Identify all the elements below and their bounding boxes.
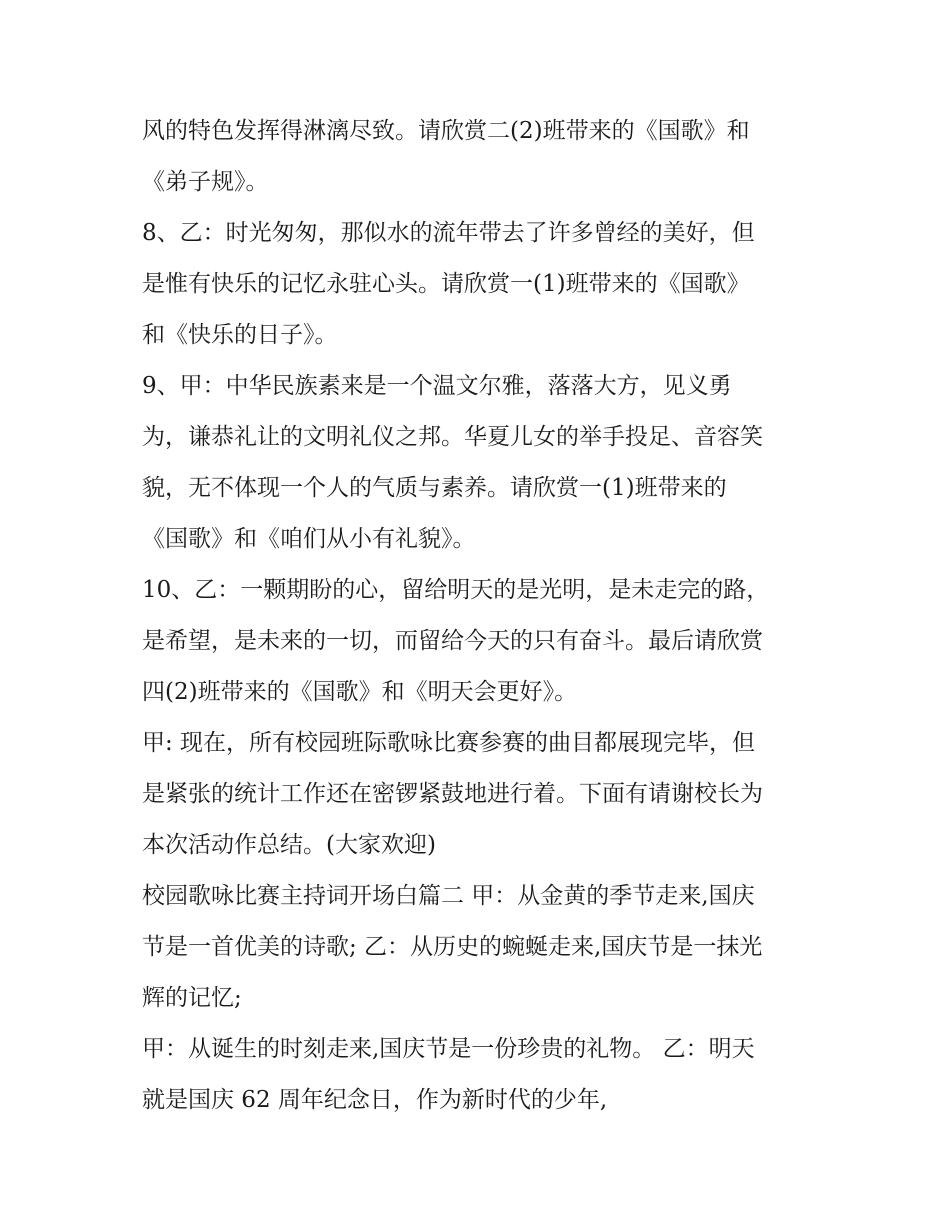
text-line: 是希望，是未来的一切，而留给今天的只有奋斗。最后请欣赏 <box>142 628 763 654</box>
text-line: 《弟子规》。 <box>142 169 269 195</box>
text-line: 《国歌》和《咱们从小有礼貌》。 <box>142 526 476 552</box>
text-line: 节是一首优美的诗歌; 乙：从历史的蜿蜒走来,国庆节是一抹光 <box>142 934 763 960</box>
text-line: 校园歌咏比赛主持词开场白篇二 甲：从金黄的季节走来,国庆 <box>142 883 755 909</box>
text-line: 是惟有快乐的记忆永驻心头。请欣赏一(1)班带来的《国歌》 <box>142 271 750 297</box>
text-line: 四(2)班带来的《国歌》和《明天会更好》。 <box>142 679 578 705</box>
text-line: 和《快乐的日子》。 <box>142 322 338 348</box>
text-line: 就是国庆 62 周年纪念日，作为新时代的少年, <box>142 1087 608 1113</box>
text-line: 本次活动作总结。(大家欢迎) <box>142 832 436 858</box>
text-line: 为，谦恭礼让的文明礼仪之邦。华夏儿女的举手投足、音容笑 <box>142 424 763 450</box>
text-line: 是紧张的统计工作还在密锣紧鼓地进行着。下面有请谢校长为 <box>142 781 763 807</box>
document-body <box>142 108 822 1128</box>
text-line: 貌，无不体现一个人的气质与素养。请欣赏一(1)班带来的 <box>142 475 727 501</box>
text-line: 风的特色发挥得淋漓尽致。请欣赏二(2)班带来的《国歌》和 <box>142 118 750 144</box>
text-line: 甲：从诞生的时刻走来,国庆节是一份珍贵的礼物。 乙：明天 <box>142 1036 755 1062</box>
text-line: 辉的记忆; <box>142 985 242 1011</box>
text-line: 甲: 现在，所有校园班际歌咏比赛参赛的曲目都展现完毕，但 <box>142 730 756 756</box>
text-line: 10、乙：一颗期盼的心，留给明天的是光明，是未走完的路， <box>142 577 770 603</box>
text-line: 9、甲：中华民族素来是一个温文尔雅，落落大方，见义勇 <box>142 373 732 399</box>
text-line: 8、乙：时光匆匆，那似水的流年带去了许多曾经的美好，但 <box>142 220 755 246</box>
